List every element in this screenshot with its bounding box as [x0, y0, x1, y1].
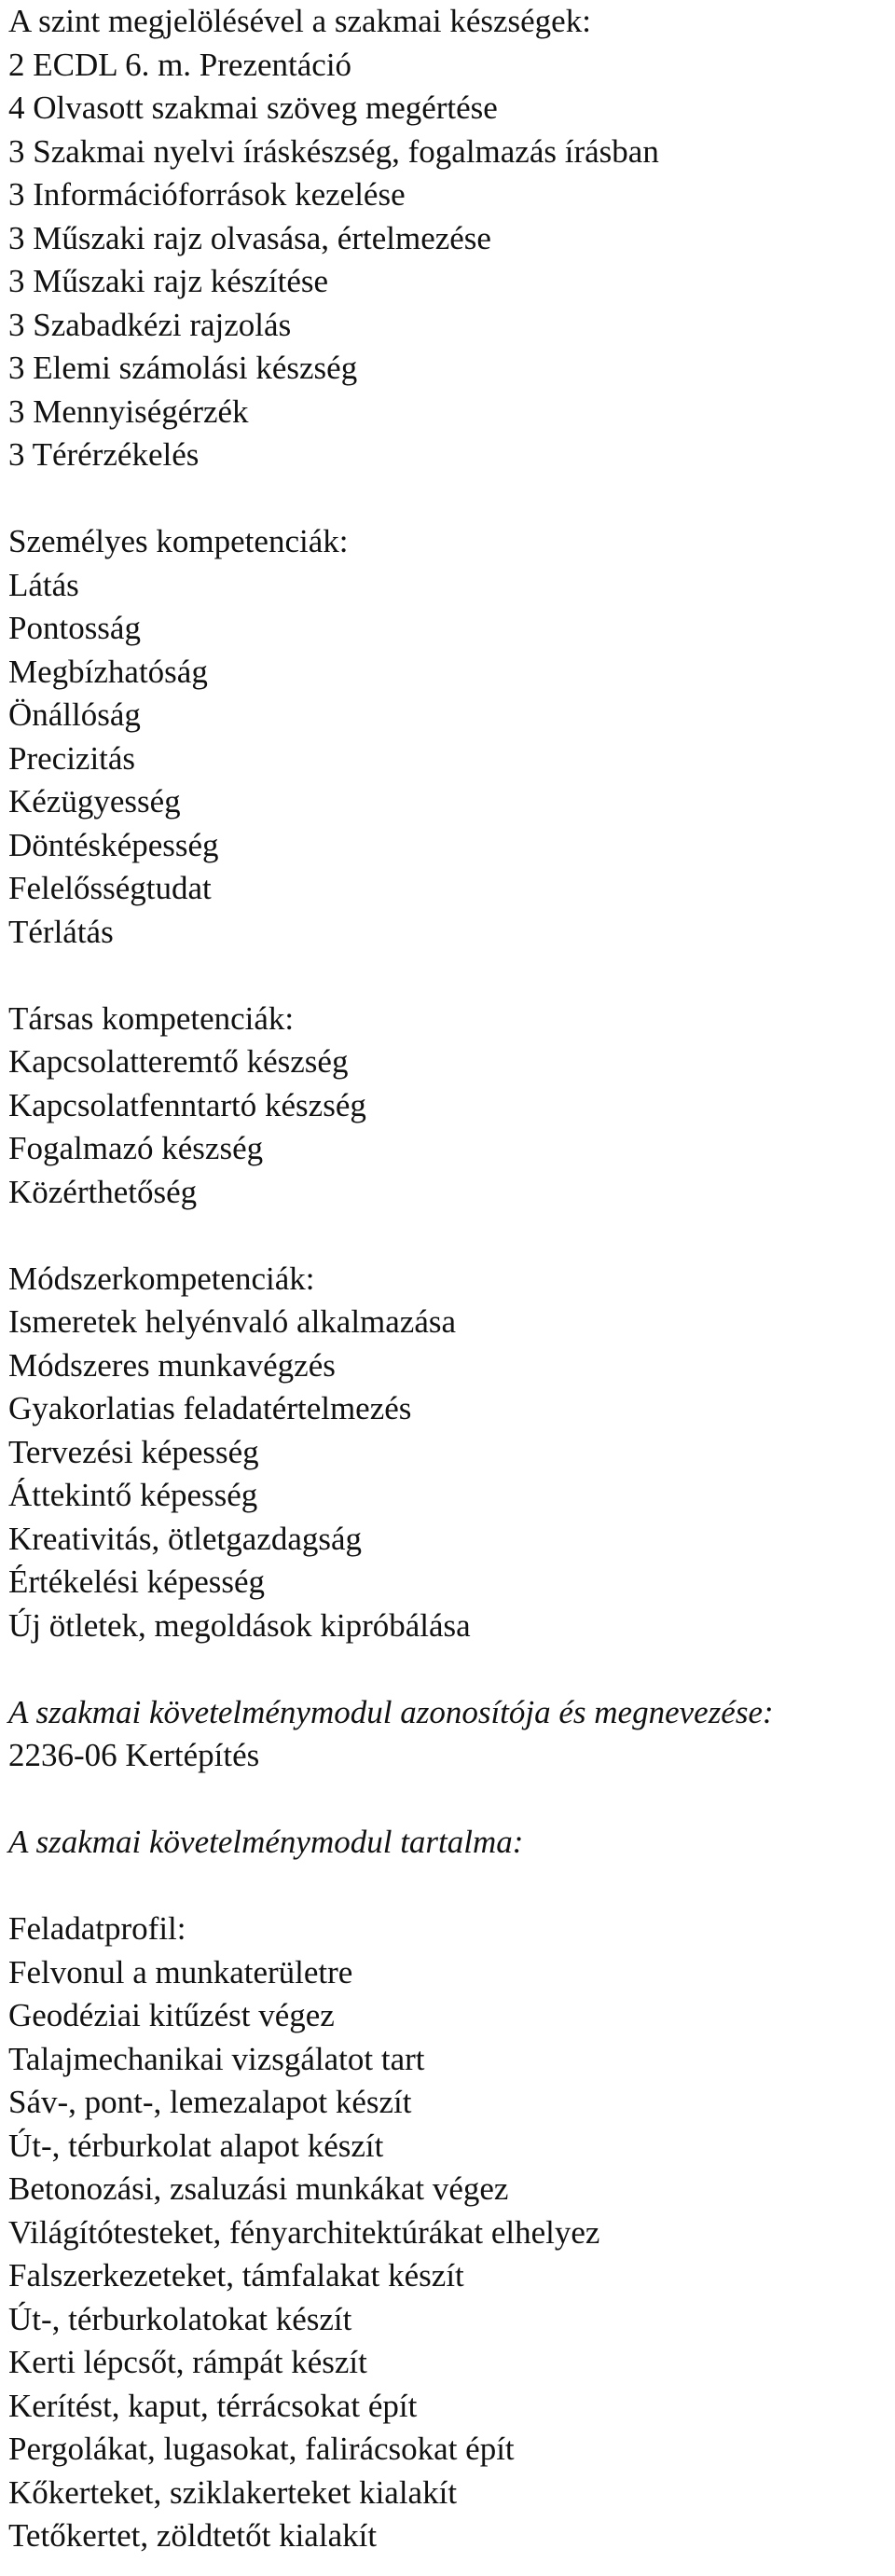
list-item: Új ötletek, megoldások kipróbálása — [8, 1606, 471, 1644]
section-spacer — [8, 1865, 885, 1908]
list-item: Döntésképesség — [8, 826, 219, 863]
list-item: Falszerkezeteket, támfalakat készít — [8, 2257, 464, 2294]
list-item: Út-, térburkolatokat készít — [8, 2300, 352, 2337]
section-spacer — [8, 1647, 885, 1691]
module-content-section — [8, 1821, 885, 1865]
list-item: 4 Olvasott szakmai szöveg megértése — [8, 90, 498, 126]
section-spacer — [8, 1778, 885, 1822]
list-item: Kreativitás, ötletgazdagság — [8, 1520, 363, 1557]
section-heading: Személyes kompetenciák: — [8, 523, 349, 559]
list-item: Tervezési képesség — [8, 1433, 259, 1470]
list-item: Világítótesteket, fényarchitektúrákat elhelyez — [8, 2213, 600, 2251]
section-heading: Társas kompetenciák: — [8, 999, 295, 1037]
list-item: Geodéziai kitűzést végez — [8, 1997, 335, 2033]
list-item: Precizitás — [8, 739, 136, 777]
list-item: Kézügyesség — [8, 783, 181, 820]
list-item: Pergolákat, lugasokat, falirácsokat épít — [8, 2431, 515, 2467]
section-spacer — [8, 954, 885, 998]
list-item: 3 Térérzékelés — [8, 436, 200, 473]
list-item: Kerítést, kaput, térrácsokat épít — [8, 2387, 418, 2424]
list-item: Talajmechanikai vizsgálatot tart — [8, 2040, 425, 2077]
list-item: 3 Szakmai nyelvi íráskészség, fogalmazás írásban — [8, 132, 659, 170]
task-profile-section — [8, 1908, 885, 2558]
module-identifier-section — [8, 1691, 885, 1778]
list-item: Látás — [8, 566, 79, 603]
list-item: Betonozási, zsaluzási munkákat végez — [8, 2170, 509, 2207]
document-page — [8, 0, 885, 2558]
module-identifier-value: 2236-06 Kertépítés — [8, 1737, 260, 1773]
list-item: Felvonul a munkaterületre — [8, 1953, 353, 1991]
section-spacer — [8, 1214, 885, 1258]
section-heading: A szint megjelölésével a szakmai készségek: — [8, 3, 591, 39]
skills-by-level-section — [8, 0, 885, 477]
list-item: 3 Mennyiségérzék — [8, 393, 249, 430]
list-item: Fogalmazó készség — [8, 1130, 264, 1166]
list-item: Gyakorlatias feladatértelmezés — [8, 1390, 412, 1426]
social-competencies-section — [8, 998, 885, 1215]
section-spacer — [8, 477, 885, 521]
list-item: Felelősségtudat — [8, 870, 212, 906]
list-item: Térlátás — [8, 913, 114, 950]
list-item: Módszeres munkavégzés — [8, 1346, 336, 1384]
list-item: Kőkerteket, sziklakerteket kialakít — [8, 2473, 458, 2511]
list-item: Közérthetőség — [8, 1173, 198, 1210]
list-item: 3 Műszaki rajz készítése — [8, 263, 329, 299]
list-item: 3 Elemi számolási készség — [8, 350, 358, 386]
list-item: Önállóság — [8, 696, 141, 733]
list-item: 3 Műszaki rajz olvasása, értelmezése — [8, 219, 491, 256]
section-heading: Módszerkompetenciák: — [8, 1260, 315, 1297]
list-item: Ismeretek helyénvaló alkalmazása — [8, 1303, 457, 1340]
section-heading: A szakmai követelménymodul tartalma: — [8, 1824, 524, 1860]
list-item: Út-, térburkolat alapot készít — [8, 2127, 384, 2164]
list-item: 3 Szabadkézi rajzolás — [8, 306, 292, 343]
list-item: 3 Információforrások kezelése — [8, 176, 406, 213]
personal-competencies-section — [8, 520, 885, 954]
list-item: Tetőkertet, zöldtetőt kialakít — [8, 2517, 378, 2554]
list-item: Kapcsolatfenntartó készség — [8, 1086, 366, 1123]
list-item: Kerti lépcsőt, rámpát készít — [8, 2344, 367, 2380]
list-item: Sáv-, pont-, lemezalapot készít — [8, 2084, 412, 2120]
section-heading: A szakmai követelménymodul azonosítója és megnevezése: — [8, 1693, 774, 1730]
list-item: 2 ECDL 6. m. Prezentáció — [8, 46, 352, 83]
list-item: Áttekintő képesség — [8, 1477, 258, 1513]
section-heading: Feladatprofil: — [8, 1910, 186, 1947]
list-item: Pontosság — [8, 610, 141, 646]
list-item: Kapcsolatteremtő készség — [8, 1043, 349, 1080]
list-item: Megbízhatóság — [8, 653, 208, 690]
list-item: Értékelési képesség — [8, 1564, 266, 1600]
method-competencies-section — [8, 1258, 885, 1648]
